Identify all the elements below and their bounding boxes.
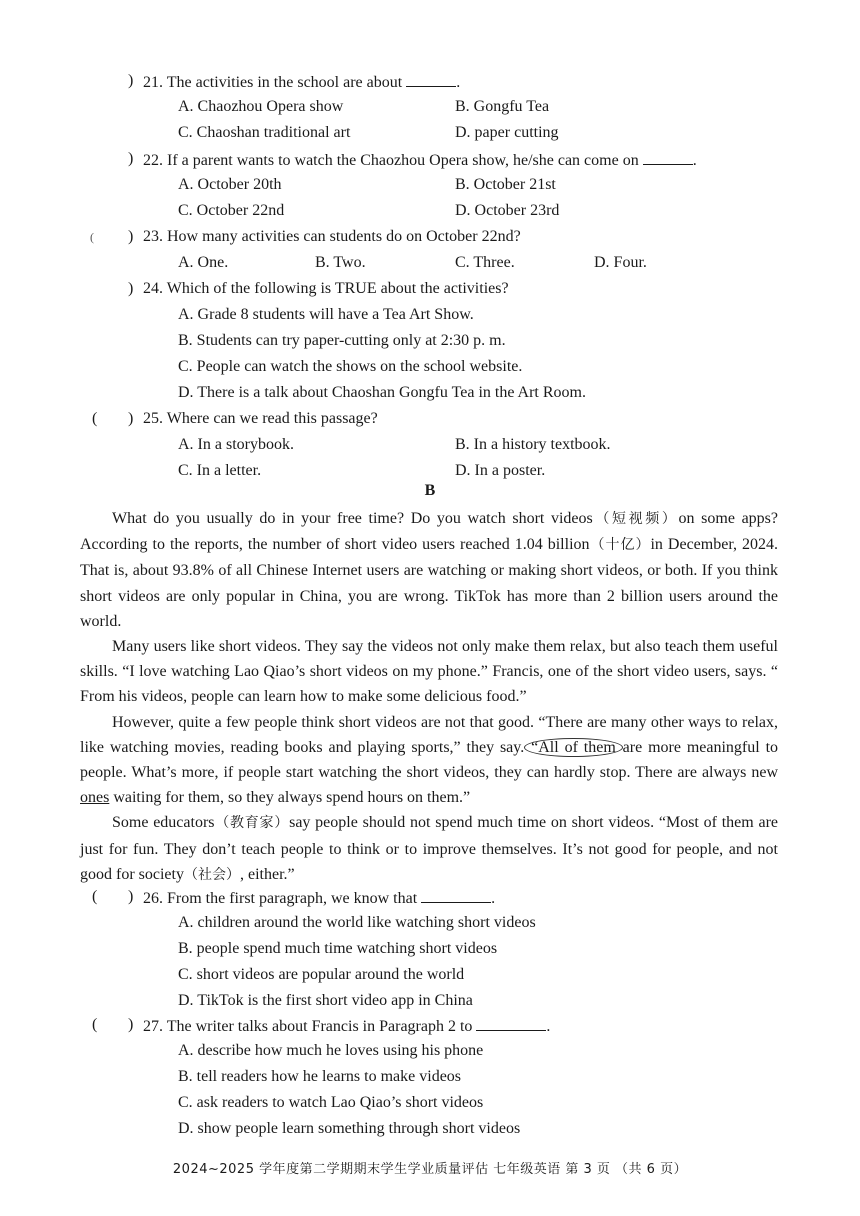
paragraph-2: Many users like short videos. They say the videos not only make them relax, but also teach them useful skills. “I love watching Lao Qiao’s short videos on my phone.” Francis, one of the short video users, says. “ From his videos, people can learn how to make some delicious food.” [80, 638, 778, 706]
answer-blank[interactable] [421, 884, 491, 903]
option-c[interactable]: C. Three. [455, 254, 515, 271]
option-a[interactable]: A. describe how much he loves using his phone [178, 1042, 484, 1059]
option-c[interactable]: C. October 22nd [178, 202, 285, 219]
question-26 [0, 884, 860, 1014]
question-stem: 27. The writer talks about Francis in Paragraph 2 to . [143, 1012, 550, 1040]
question-23 [0, 224, 860, 276]
answer-paren-close: ) [128, 228, 134, 245]
option-c[interactable]: C. short videos are popular around the world [178, 966, 465, 983]
answer-blank[interactable] [643, 146, 693, 165]
option-b[interactable]: B. Two. [315, 254, 366, 271]
question-24 [0, 276, 860, 406]
question-25 [0, 406, 860, 484]
page-footer: 2024~2025 学年度第二学期期末学生学业质量评估 七年级英语 第 3 页 （共 6 页） [172, 1162, 688, 1177]
option-b[interactable]: B. tell readers how he learns to make videos [178, 1068, 462, 1085]
answer-paren-close: ) [128, 888, 134, 905]
underlined-word: ones [80, 789, 110, 807]
question-number: 21. [143, 74, 163, 91]
option-b[interactable]: B. In a history textbook. [455, 436, 611, 453]
question-stem: 21. The activities in the school are about . [143, 68, 460, 96]
question-number: 27. [143, 1018, 163, 1035]
pen-mark: ( [90, 230, 94, 244]
answer-paren-open: ( [92, 410, 98, 427]
circled-phrase: “All of them [524, 738, 623, 757]
question-stem: 24. Which of the following is TRUE about the activities? [143, 280, 509, 297]
question-22 [0, 146, 860, 224]
option-c[interactable]: C. People can watch the shows on the school website. [178, 358, 523, 375]
option-d[interactable]: D. October 23rd [455, 202, 560, 219]
option-c[interactable]: C. ask readers to watch Lao Qiao’s short videos [178, 1094, 484, 1111]
paragraph-3: However, quite a few people think short videos are not that good. “There are many other ways to relax, like watching movies, reading books and playing sports,” they say. “All of them are more meaningful to people. What’s more, if people start watching the short videos, they can hardly stop. There are always new ones waiting for them, so they always spend hours on them.” [80, 713, 779, 807]
option-b[interactable]: B. Gongfu Tea [455, 98, 550, 115]
answer-blank[interactable] [476, 1012, 546, 1031]
question-number: 23. [143, 228, 163, 245]
answer-paren-open: ( [92, 1016, 98, 1033]
option-d[interactable]: D. paper cutting [455, 124, 559, 141]
option-b[interactable]: B. people spend much time watching short videos [178, 940, 498, 957]
option-b[interactable]: B. Students can try paper-cutting only at 2:30 p. m. [178, 332, 506, 349]
question-27 [0, 1012, 860, 1142]
option-c[interactable]: C. In a letter. [178, 462, 262, 479]
answer-paren-close: ) [128, 72, 134, 89]
option-a[interactable]: A. Chaozhou Opera show [178, 98, 344, 115]
option-a[interactable]: A. One. [178, 254, 229, 271]
question-21 [0, 68, 860, 146]
answer-paren-close: ) [128, 410, 134, 427]
question-number: 22. [143, 152, 163, 169]
option-d[interactable]: D. There is a talk about Chaoshan Gongfu Tea in the Art Room. [178, 384, 586, 401]
reading-passage [80, 506, 778, 888]
option-d[interactable]: D. show people learn something through short videos [178, 1120, 521, 1137]
question-stem: 23. How many activities can students do on October 22nd? [143, 228, 521, 245]
answer-paren-close: ) [128, 280, 134, 297]
option-a[interactable]: A. In a storybook. [178, 436, 294, 453]
question-number: 25. [143, 410, 163, 427]
question-stem: 26. From the first paragraph, we know that . [143, 884, 495, 912]
paragraph-1: What do you usually do in your free time? Do you watch short videos（短视频）on some apps? According to the reports, the number of short video users reached 1.04 billion（十亿）in December, 2024. That is, about 93.8% of all Chinese Internet users are watching or making short videos, or both. If you think short videos are only popular in China, you are wrong. TikTok has more than 2 billion users around the world. [80, 510, 779, 630]
paragraph-4: Some educators（教育家）say people should not spend much time on short videos. “Most of them are just for fun. They don’t teach people to think or to improve themselves. It’s not good for people, and not good for society（社会）, either.” [80, 814, 779, 883]
option-d[interactable]: D. In a poster. [455, 462, 546, 479]
answer-paren-close: ) [128, 150, 134, 167]
question-stem: 22. If a parent wants to watch the Chaozhou Opera show, he/she can come on . [143, 146, 697, 174]
question-number: 26. [143, 890, 163, 907]
answer-paren-close: ) [128, 1016, 134, 1033]
option-a[interactable]: A. October 20th [178, 176, 282, 193]
option-a[interactable]: A. Grade 8 students will have a Tea Art Show. [178, 306, 474, 323]
option-c[interactable]: C. Chaoshan traditional art [178, 124, 351, 141]
section-title: B [424, 482, 436, 499]
question-number: 24. [143, 280, 163, 297]
answer-paren-open: ( [92, 888, 98, 905]
answer-blank[interactable] [406, 68, 456, 87]
option-a[interactable]: A. children around the world like watching short videos [178, 914, 536, 931]
option-d[interactable]: D. TikTok is the first short video app in China [178, 992, 473, 1009]
question-stem: 25. Where can we read this passage? [143, 410, 378, 427]
option-d[interactable]: D. Four. [594, 254, 647, 271]
option-b[interactable]: B. October 21st [455, 176, 556, 193]
